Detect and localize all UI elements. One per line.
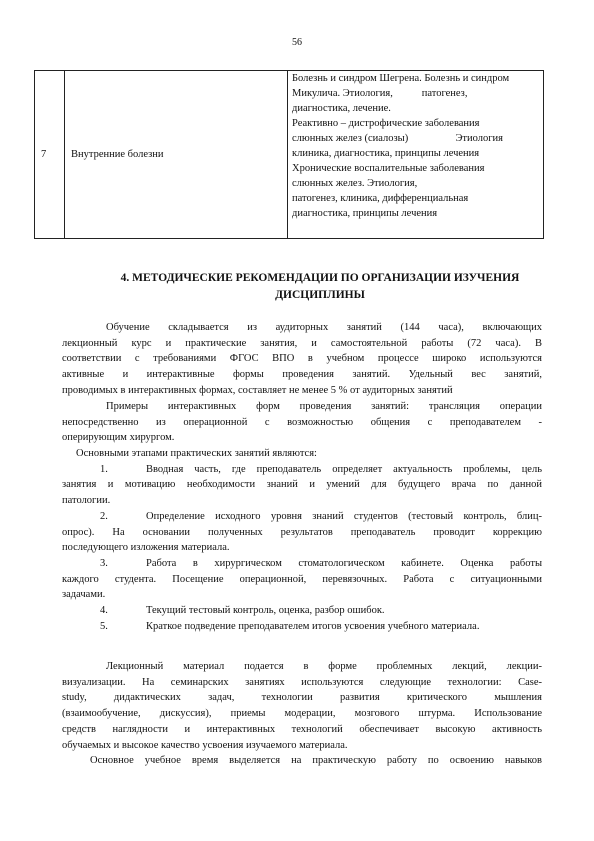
content-text: Микулича. Этиология, патогенез, — [292, 88, 468, 99]
paragraph-line: лекционный курс и практические занятия, и самостоятельной работы (72 часа). В — [62, 337, 542, 349]
paragraph-line: обучаемых и высокое качество усвоения изучаемого материала. — [62, 739, 348, 751]
row-number-cell: 7 — [35, 71, 65, 239]
section-title-line: 4. МЕТОДИЧЕСКИЕ РЕКОМЕНДАЦИИ ПО ОРГАНИЗАЦИИ ИЗУЧЕНИЯ — [120, 272, 520, 284]
paragraph-line: оперирующим хирургом. — [62, 432, 175, 444]
content-line: Реактивно – дистрофические заболевания — [292, 118, 480, 129]
content-cell — [288, 71, 544, 239]
paragraph-line: активные и интерактивные формы проведения занятий. Удельный вес занятий, — [62, 369, 542, 381]
paragraph-line: последующего изложения материала. — [62, 542, 230, 554]
list-item — [62, 603, 542, 619]
paragraph-line: задачами. — [62, 589, 106, 601]
content-line: слюнных желез (сиалозы) Этиология — [292, 133, 503, 144]
paragraph-lectures — [62, 659, 542, 753]
content-line: Болезнь и синдром Шегрена. Болезнь и синдром — [292, 73, 510, 84]
paragraph-line: визуализации. На семинарских занятиях используются следующие технологии: Case- — [62, 676, 542, 688]
stages-intro: Основными этапами практических занятий являются: — [76, 448, 317, 459]
section-title — [90, 270, 550, 304]
list-item — [62, 509, 542, 525]
list-number: 2. — [100, 510, 108, 522]
list-number: 3. — [100, 557, 108, 569]
paragraph-line: непосредственно из операционной с возможностью общения с преподавателем - — [62, 416, 542, 428]
discipline-cell: Внутренние болезни — [65, 71, 288, 239]
paragraph-line: Обучение складывается из аудиторных занятий (144 часа), включающих — [106, 322, 542, 333]
list-number: 5. — [100, 620, 108, 632]
content-line: слюнных желез. Этиология, — [292, 178, 418, 189]
list-text: Вводная часть, где преподаватель определяет актуальность проблемы, цель — [146, 463, 542, 475]
content-line: Хронические воспалительные заболевания — [292, 163, 485, 174]
paragraph-practice — [62, 753, 542, 769]
paragraph-line: занятия и мотивацию необходимости знаний и умений для будущего врача по данной — [62, 479, 542, 491]
paragraph-line: Основное учебное время выделяется на практическую работу по освоению навыков — [90, 755, 542, 766]
table-row — [35, 71, 544, 239]
list-number: 4. — [100, 605, 108, 617]
list-item — [62, 462, 542, 478]
paragraph-line: каждого студента. Посещение операционной, перевязочных. Работа с ситуационными — [62, 573, 542, 585]
list-item — [62, 619, 542, 635]
paragraph-training — [62, 320, 542, 399]
paragraph-line: study, дидактических задач, технологии развития критического мышления — [62, 692, 542, 704]
paragraph-line: патологии. — [62, 495, 111, 507]
page-number: 56 — [292, 37, 302, 48]
list-item — [62, 556, 542, 572]
paragraph-line: Примеры интерактивных форм проведения занятий: трансляция операции — [106, 401, 542, 412]
content-line: клиника, диагностика, принципы лечения — [292, 148, 480, 159]
list-text: Текущий тестовый контроль, оценка, разбор ошибок. — [146, 605, 385, 617]
paragraph-interactive-forms — [62, 399, 542, 446]
content-line: диагностика, принципы лечения — [292, 208, 438, 219]
list-text: Краткое подведение преподавателем итогов усвоения учебного материала. — [146, 620, 480, 632]
paragraph-line: средств наглядности и интерактивных технологий обеспечивает высокую активность — [62, 723, 542, 735]
stages-list — [62, 446, 542, 634]
paragraph-line: опрос). На основании полученных результатов преподаватель проводит коррекцию — [62, 526, 542, 538]
content-line — [292, 86, 540, 101]
content-line: патогенез, клиника, дифференциальная — [292, 193, 469, 204]
course-table — [34, 70, 544, 239]
paragraph-line: (взаимообучение, дискуссия), приемы модерации, мозгового штурма. Использование — [62, 708, 542, 720]
paragraph-line: Лекционный материал подается в форме проблемных лекций, лекции- — [106, 661, 542, 672]
list-text: Определение исходного уровня знаний студентов (тестовый контроль, блиц- — [146, 510, 542, 522]
list-number: 1. — [100, 463, 108, 475]
section-title-line: ДИСЦИПЛИНЫ — [275, 289, 365, 301]
list-text: Работа в хирургическом стоматологическом кабинете. Оценка работы — [146, 557, 542, 569]
paragraph-line: проводимых в интерактивных формах, составляет не менее 5 % от аудиторных занятий — [62, 384, 453, 396]
paragraph-line: соответствии с требованиями ФГОС ВПО в учебном процессе широко используются — [62, 353, 542, 365]
content-line: диагностика, лечение. — [292, 103, 391, 114]
